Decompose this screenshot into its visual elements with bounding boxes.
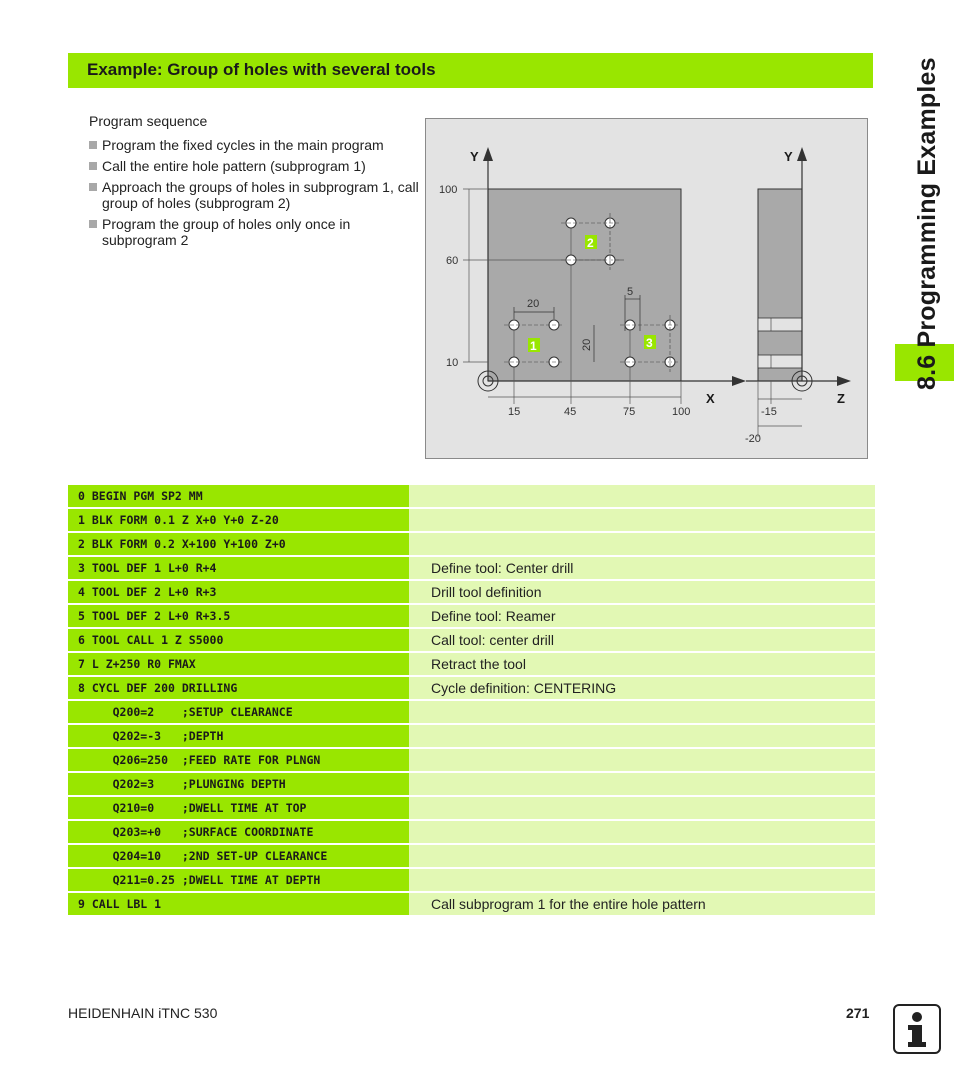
section-header [68,53,873,88]
y-axis-arrow [483,147,493,161]
side-z-label: Z [837,391,845,406]
desc-cell [409,797,875,819]
desc-cell: Define tool: Center drill [409,557,875,579]
code-cell: 4 TOOL DEF 2 L+0 R+3 [68,581,409,603]
code-cell: 7 L Z+250 R0 FMAX [68,653,409,675]
table-row [68,821,875,843]
x-tick-45: 45 [564,406,577,418]
code-cell: 1 BLK FORM 0.1 Z X+0 Y+0 Z-20 [68,509,409,531]
desc-cell: Call tool: center drill [409,629,875,651]
desc-cell [409,821,875,843]
code-cell: Q202=3 ;PLUNGING DEPTH [68,773,409,795]
desc-cell [409,725,875,747]
x-tick-15: 15 [508,406,521,418]
desc-cell [409,845,875,867]
table-row [68,749,875,771]
code-cell: 2 BLK FORM 0.2 X+100 Y+100 Z+0 [68,533,409,555]
info-icon [893,1004,941,1054]
footer-product: HEIDENHAIN iTNC 530 [68,1005,218,1021]
code-cell: Q202=-3 ;DEPTH [68,725,409,747]
code-cell: Q206=250 ;FEED RATE FOR PLNGN [68,749,409,771]
desc-cell [409,749,875,771]
table-row [68,629,875,651]
drawing-figure [425,118,868,459]
desc-cell [409,701,875,723]
section-title: Example: Group of holes with several tools [87,60,436,79]
desc-cell: Drill tool definition [409,581,875,603]
program-table [68,485,875,917]
table-row [68,773,875,795]
front-y-label: Y [470,149,479,164]
x-axis-arrow [732,376,746,386]
code-cell: Q200=2 ;SETUP CLEARANCE [68,701,409,723]
part-side-view [758,189,802,381]
part-front-view [488,189,681,381]
bullet-item: Program the fixed cycles in the main program [89,137,419,153]
desc-cell [409,485,875,507]
sequence-label: Program sequence [89,113,208,129]
desc-cell: Call subprogram 1 for the entire hole pattern [409,893,875,915]
table-row [68,845,875,867]
table-row [68,725,875,747]
code-cell: 8 CYCL DEF 200 DRILLING [68,677,409,699]
bullet-item: Program the group of holes only once in subprogram 2 [89,216,419,248]
table-row [68,581,875,603]
side-hole-upper [758,318,802,331]
table-row [68,677,875,699]
side-y-axis-arrow [797,147,807,161]
desc-cell: Retract the tool [409,653,875,675]
desc-cell [409,509,875,531]
z-tick-minus15: -15 [761,406,777,418]
desc-cell [409,533,875,555]
table-row [68,485,875,507]
dim-20-horizontal: 20 [527,298,540,310]
dim-5: 5 [627,286,634,298]
code-cell: 9 CALL LBL 1 [68,893,409,915]
code-cell: Q210=0 ;DWELL TIME AT TOP [68,797,409,819]
code-cell: 3 TOOL DEF 1 L+0 R+4 [68,557,409,579]
chapter-title-text: 8.6 Programming Examples [913,57,941,390]
desc-cell [409,773,875,795]
desc-cell: Cycle definition: CENTERING [409,677,875,699]
desc-cell: Define tool: Reamer [409,605,875,627]
table-row [68,533,875,555]
side-hole-lower [758,355,802,368]
z-tick-minus20: -20 [745,433,761,445]
table-row [68,701,875,723]
bullet-list [89,137,419,248]
table-row [68,509,875,531]
intro-block [89,113,419,253]
code-cell: 0 BEGIN PGM SP2 MM [68,485,409,507]
table-row [68,605,875,627]
code-cell: Q211=0.25 ;DWELL TIME AT DEPTH [68,869,409,891]
group-3-label: 3 [646,336,653,350]
desc-cell [409,869,875,891]
table-row [68,797,875,819]
side-y-label: Y [784,149,793,164]
table-row [68,653,875,675]
code-cell: Q203=+0 ;SURFACE COORDINATE [68,821,409,843]
y-tick-10: 10 [446,357,459,369]
table-row [68,893,875,915]
y-tick-100: 100 [439,184,458,196]
code-cell: 6 TOOL CALL 1 Z S5000 [68,629,409,651]
z-axis-arrow [837,376,851,386]
front-x-label: X [706,391,715,406]
bullet-item: Approach the groups of holes in subprogram 1, call group of holes (subprogram 2) [89,179,419,211]
table-row [68,557,875,579]
dim-20-vertical: 20 [581,338,593,351]
x-tick-100: 100 [672,406,691,418]
group-1-label: 1 [530,339,537,353]
code-cell: 5 TOOL DEF 2 L+0 R+3.5 [68,605,409,627]
bullet-item: Call the entire hole pattern (subprogram 1) [89,158,419,174]
code-cell: Q204=10 ;2ND SET-UP CLEARANCE [68,845,409,867]
table-row [68,869,875,891]
technical-drawing [426,119,869,460]
page-number: 271 [846,1005,870,1021]
y-tick-60: 60 [446,255,459,267]
x-tick-75: 75 [623,406,636,418]
group-2-label: 2 [587,236,594,250]
